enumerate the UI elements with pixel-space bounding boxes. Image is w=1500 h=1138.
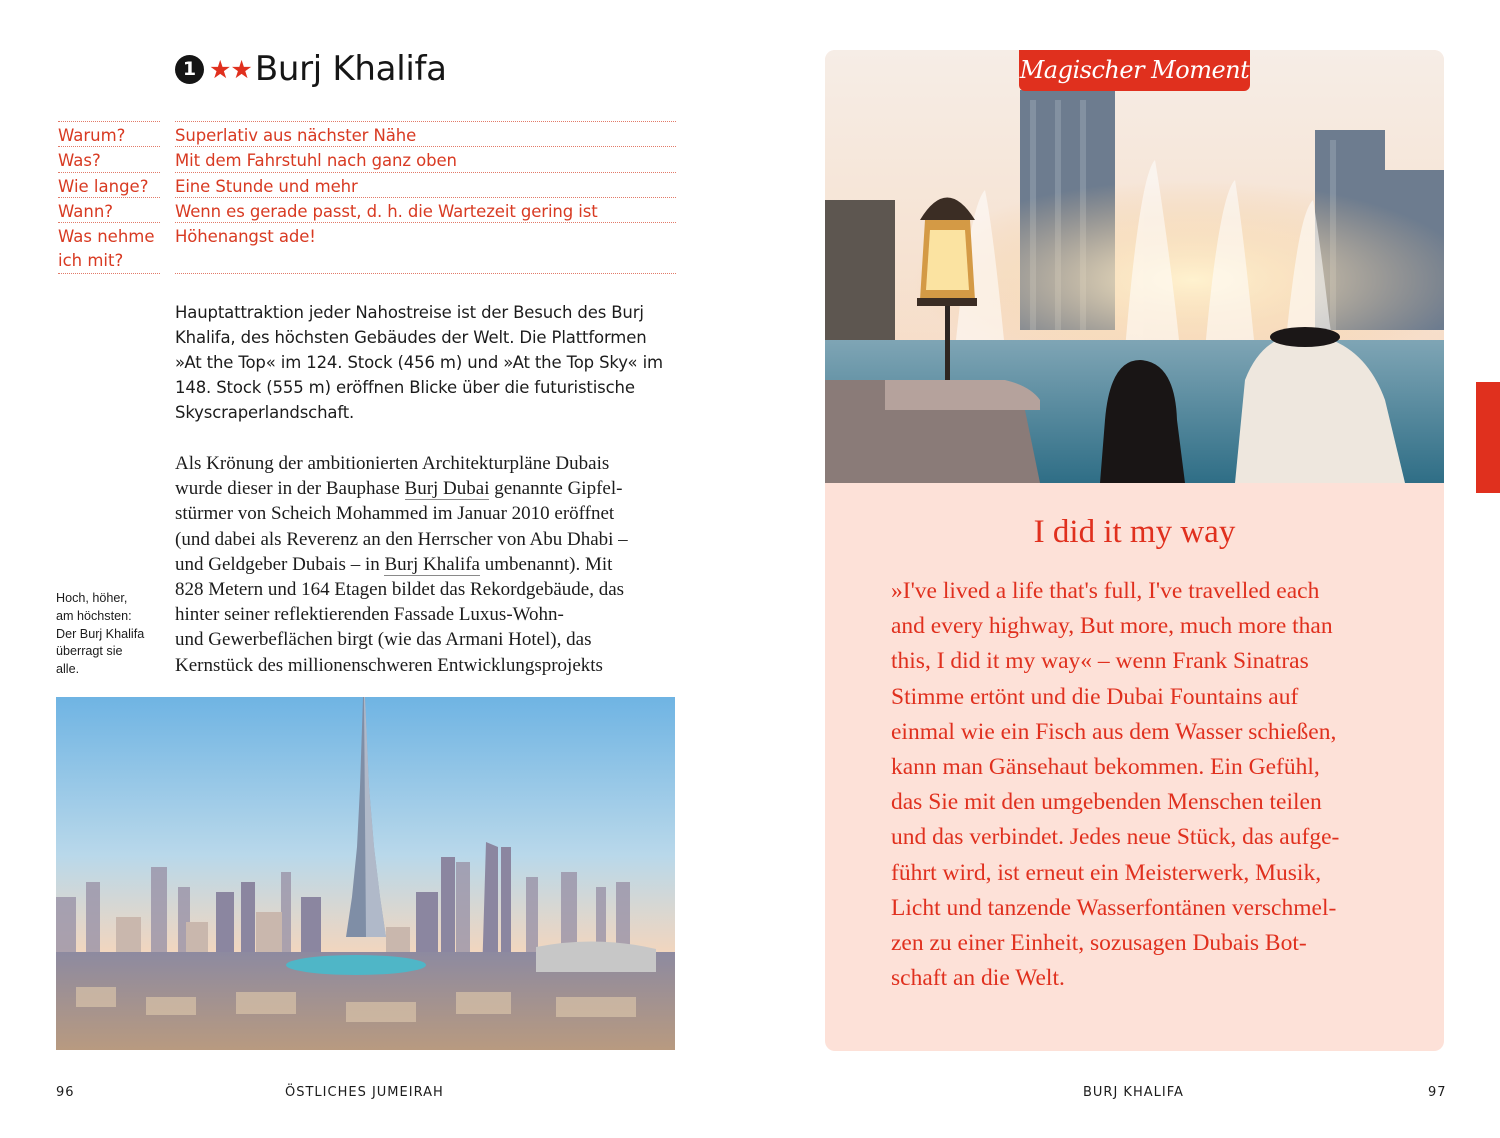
quote-line: kann man Gänsehaut bekommen. Ein Gefühl, bbox=[891, 754, 1320, 781]
quote-line: this, I did it my way« – wenn Frank Sinatras bbox=[891, 648, 1309, 675]
body-line: und Gewerbeflächen birgt (wie das Armani Hotel), das bbox=[175, 629, 592, 651]
quote-line: Licht und tanzende Wasserfontänen verschmel- bbox=[891, 894, 1337, 921]
dubai-skyline-photo bbox=[56, 697, 675, 1050]
quote-line: führt wird, ist erneut ein Meisterwerk, Musik, bbox=[891, 859, 1322, 886]
rating-stars-icon: ★★ bbox=[209, 54, 252, 84]
quote-line: and every highway, But more, much more than bbox=[891, 613, 1333, 640]
quote-line: schaft an die Welt. bbox=[891, 965, 1065, 992]
quote-line: und das verbindet. Jedes neue Stück, das aufge- bbox=[891, 824, 1340, 851]
quote-line: »I've lived a life that's full, I've travelled each bbox=[891, 578, 1320, 604]
faq-answer: Eine Stunde und mehr bbox=[175, 172, 676, 197]
link-burj-dubai[interactable]: Burj Dubai bbox=[404, 478, 490, 500]
quote-line: Stimme ertönt und die Dubai Fountains auf bbox=[891, 683, 1299, 710]
number-badge: 1 bbox=[175, 55, 204, 84]
faq-table bbox=[58, 121, 676, 274]
body-paragraph bbox=[175, 451, 685, 678]
intro-paragraph bbox=[175, 300, 685, 425]
page-title: Burj Khalifa bbox=[254, 49, 447, 89]
faq-row bbox=[58, 172, 676, 197]
faq-answer-cont bbox=[175, 247, 676, 272]
faq-answer: Superlativ aus nächster Nähe bbox=[175, 121, 676, 146]
body-line: und Geldgeber Dubais – in Burj Khalifa umbenannt). Mit bbox=[175, 553, 613, 575]
magic-moment-badge: Magischer Moment bbox=[1019, 50, 1250, 91]
page-number-right: 97 bbox=[1428, 1085, 1447, 1100]
faq-answer: Mit dem Fahrstuhl nach ganz oben bbox=[175, 146, 676, 171]
intro-line: Hauptattraktion jeder Nahostreise ist der Besuch des Burj bbox=[175, 303, 644, 322]
quote-line: zen zu einer Einheit, sozusagen Dubais Bot- bbox=[891, 930, 1307, 957]
body-line: Als Krönung der ambitionierten Architekturpläne Dubais bbox=[175, 453, 610, 474]
quote-line: das Sie mit den umgebenden Menschen teilen bbox=[891, 789, 1322, 816]
quote-line: einmal wie ein Fisch aus dem Wasser schießen, bbox=[891, 718, 1337, 745]
faq-question: Was? bbox=[58, 146, 160, 171]
faq-answer: Höhenangst ade! bbox=[175, 222, 676, 247]
faq-question: Was nehme bbox=[58, 222, 160, 247]
faq-row bbox=[58, 146, 676, 171]
body-line: hinter seiner reflektierenden Fassade Luxus-Wohn- bbox=[175, 604, 564, 626]
faq-row bbox=[58, 121, 676, 146]
intro-line: Khalifa, des höchsten Gebäudes der Welt. Die Plattformen bbox=[175, 328, 647, 347]
page-number-left: 96 bbox=[56, 1085, 75, 1100]
quote-title: I did it my way bbox=[1033, 514, 1236, 550]
faq-divider bbox=[58, 273, 676, 274]
body-line: (und dabei als Reverenz an den Herrscher von Abu Dhabi – bbox=[175, 528, 628, 550]
magic-moment-card bbox=[825, 50, 1444, 1051]
section-heading bbox=[175, 46, 447, 92]
body-line: stürmer von Scheich Mohammed im Januar 2010 eröffnet bbox=[175, 503, 615, 525]
faq-question: Warum? bbox=[58, 121, 160, 146]
running-head-right: BURJ KHALIFA bbox=[1083, 1085, 1184, 1100]
faq-row bbox=[58, 222, 676, 273]
intro-line: »At the Top« im 124. Stock (456 m) und »At the Top Sky« im bbox=[175, 353, 663, 372]
photo-caption: Hoch, höher, am höchsten: Der Burj Khalifa überragt sie alle. bbox=[56, 591, 145, 677]
body-line: 828 Metern und 164 Etagen bildet das Rekordgebäude, das bbox=[175, 579, 625, 601]
faq-row bbox=[58, 197, 676, 222]
faq-question: Wie lange? bbox=[58, 172, 160, 197]
intro-line: 148. Stock (555 m) eröffnen Blicke über die futuristische bbox=[175, 378, 635, 397]
running-head-left: ÖSTLICHES JUMEIRAH bbox=[285, 1085, 444, 1100]
fountain-photo bbox=[825, 50, 1444, 483]
intro-line: Skyscraperlandschaft. bbox=[175, 403, 355, 422]
body-line: wurde dieser in der Bauphase Burj Dubai genannte Gipfel- bbox=[175, 478, 623, 500]
chapter-tab-marker bbox=[1476, 382, 1500, 493]
link-burj-khalifa[interactable]: Burj Khalifa bbox=[384, 553, 480, 575]
faq-answer: Wenn es gerade passt, d. h. die Wartezeit gering ist bbox=[175, 197, 676, 222]
body-line: Kernstück des millionenschweren Entwicklungsprojekts bbox=[175, 654, 603, 676]
faq-question: Wann? bbox=[58, 197, 160, 222]
faq-question-cont: ich mit? bbox=[58, 251, 124, 271]
quote-body bbox=[891, 574, 1411, 996]
